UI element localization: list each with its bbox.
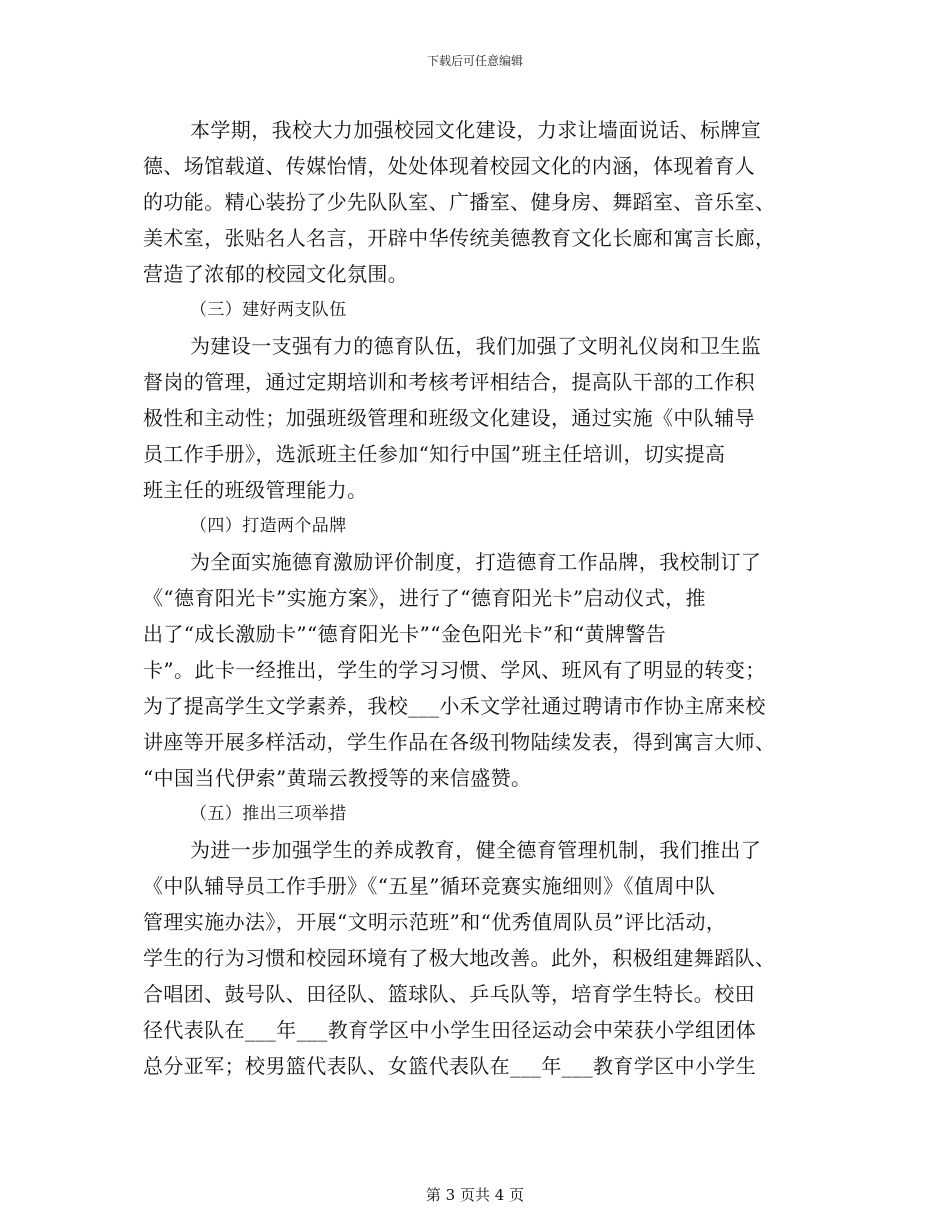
paragraph-line: 径代表队在___年___教育学区中小学生田径运动会中荣获小学组团体 [143,1018,757,1042]
paragraph-line: 的功能。精心装扮了少先队队室、广播室、健身房、舞蹈室、音乐室、 [143,190,776,214]
paragraph-line: 为建设一支强有力的德育队伍，我们加强了文明礼仪岗和卫生监 [190,334,762,358]
section-heading-3: （三）建好两支队伍 [190,300,347,320]
paragraph-line: 督岗的管理，通过定期培训和考核考评相结合，提高队干部的工作积 [143,370,755,394]
page-header: 下载后可任意编辑 [426,54,523,68]
paragraph-line: 管理实施办法》，开展“文明示范班”和“优秀值周队员”评比活动， [143,910,727,934]
paragraph-line: 讲座等开展多样活动，学生作品在各级刊物陆续发表，得到寓言大师、 [143,730,776,754]
section-heading-5: （五）推出三项举措 [190,804,347,824]
paragraph-line: 营造了浓郁的校园文化氛围。 [143,262,409,286]
paragraph-line: 为进一步加强学生的养成教育，健全德育管理机制，我们推出了 [190,838,762,862]
paragraph-line: 总分亚军；校男篮代表队、女篮代表队在___年___教育学区中小学生 [143,1054,757,1078]
paragraph-line: 《“德育阳光卡”实施方案》，进行了“德育阳光卡”启动仪式，推 [143,586,706,610]
paragraph-line: 学生的行为习惯和校园环境有了极大地改善。此外，积极组建舞蹈队、 [143,946,776,970]
paragraph-line: “中国当代伊索”黄瑞云教授等的来信盛赞。 [143,766,532,790]
paragraph-line: 为全面实施德育激励评价制度，打造德育工作品牌，我校制订了 [190,550,762,574]
paragraph-line: 班主任的班级管理能力。 [143,478,368,502]
section-heading-4: （四）打造两个品牌 [190,516,347,536]
paragraph-line: 员工作手册》，选派班主任参加“知行中国”班主任培训，切实提高 [143,442,726,466]
paragraph-line: 《中队辅导员工作手册》《“五星”循环竞赛实施细则》《值周中队 [143,874,716,898]
paragraph-line: 卡”。此卡一经推出，学生的学习习惯、学风、班风有了明显的转变； [143,658,766,682]
paragraph-line: 合唱团、鼓号队、田径队、篮球队、乒乓队等，培育学生特长。校田 [143,982,755,1006]
page-footer: 第 3 页共 4 页 [425,1186,525,1204]
paragraph-line: 美术室，张贴名人名言，开辟中华传统美德教育文化长廊和寓言长廊， [143,226,776,250]
paragraph-line: 德、场馆载道、传媒怡情，处处体现着校园文化的内涵，体现着育人 [143,154,755,178]
paragraph-line: 本学期，我校大力加强校园文化建设，力求让墙面说话、标牌宣 [190,118,762,142]
paragraph-line: 出了“成长激励卡”“德育阳光卡”“金色阳光卡”和“黄牌警告 [143,622,667,646]
paragraph-line: 为了提高学生文学素养，我校___小禾文学社通过聘请市作协主席来校 [143,694,766,718]
paragraph-line: 极性和主动性；加强班级管理和班级文化建设，通过实施《中队辅导 [143,406,755,430]
